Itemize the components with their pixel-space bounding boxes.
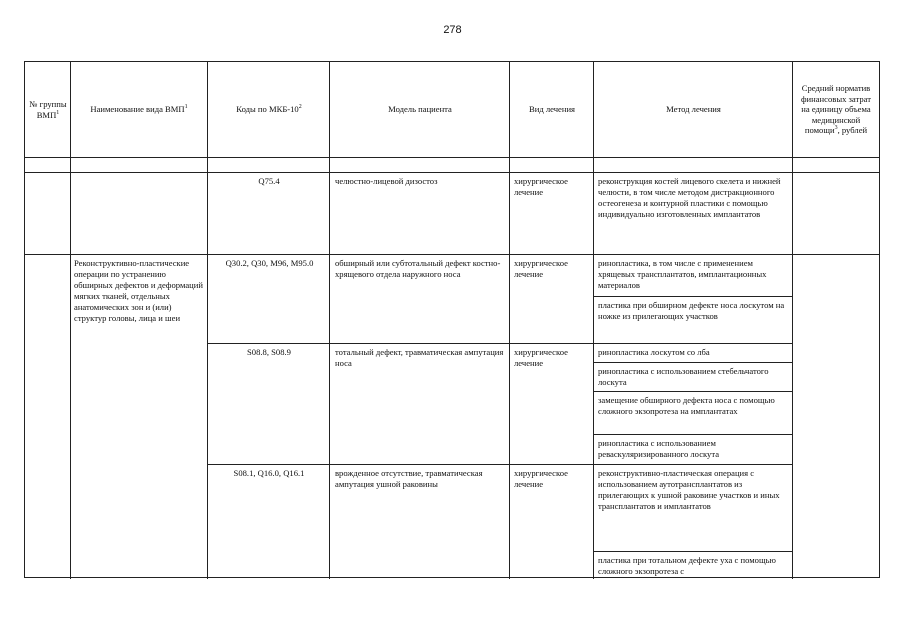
row4-method-2: пластика при тотальном дефекте уха с помощью сложного экзопротеза с bbox=[598, 555, 776, 576]
header-patient-model: Модель пациента bbox=[388, 104, 452, 114]
row-line bbox=[593, 296, 792, 297]
header-average-cost: Средний норматив финансовых затрат на единицу объема медицинской помощи$^3$, рублей bbox=[800, 83, 872, 136]
row3-method-3: замещение обширного дефекта носа с помощью сложного экзопротеза на имплантатах bbox=[598, 395, 775, 416]
row1-treatment-type: хирургическое лечение bbox=[514, 176, 568, 197]
row-line bbox=[593, 362, 792, 363]
row-line bbox=[25, 254, 879, 255]
row-line bbox=[593, 434, 792, 435]
row1-patient-model: челюстно-лицевой дизостоз bbox=[335, 176, 438, 186]
row4-treatment-type: хирургическое лечение bbox=[514, 468, 568, 489]
row-line bbox=[593, 391, 792, 392]
row-line bbox=[593, 551, 792, 552]
row3-patient-model: тотальный дефект, травматическая ампутация носа bbox=[335, 347, 504, 368]
col-divider bbox=[509, 62, 510, 579]
section-vmp-name: Реконструктивно-пластические операции по устранению обширных дефектов и деформаций мягких тканей, отдельных анатомических зон и (или) структур головы, лица и шеи bbox=[74, 258, 203, 323]
row-line bbox=[207, 464, 792, 465]
row1-codes: Q75.4 bbox=[258, 176, 280, 186]
col-divider bbox=[792, 62, 793, 579]
col-divider bbox=[70, 62, 71, 579]
row3-method-4: ринопластика с использованием реваскуляризированного лоскута bbox=[598, 438, 720, 459]
row3-method-2: ринопластика с использованием стебельчатого лоскута bbox=[598, 366, 769, 387]
header-vmp-name: Наименование вида ВМП$^1$ bbox=[90, 104, 188, 114]
row-line bbox=[207, 343, 792, 344]
row4-patient-model: врожденное отсутствие, травматическая ампутация ушной раковины bbox=[335, 468, 483, 489]
header-treatment-method: Метод лечения bbox=[666, 104, 721, 114]
header-mkb-codes: Коды по МКБ-$10^2$ bbox=[236, 104, 302, 114]
row3-codes: S08.8, S08.9 bbox=[247, 347, 291, 357]
page-number: 278 bbox=[443, 24, 462, 36]
col-divider bbox=[593, 62, 594, 579]
row2-treatment-type: хирургическое лечение bbox=[514, 258, 568, 279]
header-group-no: № группы ВМП$^1$ bbox=[29, 98, 67, 120]
col-divider bbox=[329, 62, 330, 579]
row2-codes: Q30.2, Q30, M96, M95.0 bbox=[225, 258, 314, 268]
row4-codes: S08.1, Q16.0, Q16.1 bbox=[233, 468, 305, 478]
row2-patient-model: обширный или субтотальный дефект костно-хрящевого отдела наружного носа bbox=[335, 258, 501, 279]
row4-method-1: реконструктивно-пластическая операция с использованием аутотрансплантатов из прилегающих к ушной раковине участков и иных трансплантатов и имплантатов bbox=[598, 468, 780, 511]
header-bottom-line bbox=[25, 157, 879, 158]
row2-method-2: пластика при обширном дефекте носа лоскутом на ножке из прилегающих участков bbox=[598, 300, 785, 321]
row2-method-1: ринопластика, в том числе с применением хрящевых трансплантатов, имплантационных материалов bbox=[598, 258, 767, 290]
row3-treatment-type: хирургическое лечение bbox=[514, 347, 568, 368]
header-treatment-type: Вид лечения bbox=[528, 104, 576, 114]
row3-method-1: ринопластика лоскутом со лба bbox=[598, 347, 710, 357]
row1-treatment-method: реконструкция костей лицевого скелета и нижней челюсти, в том числе методом дистракционного остеогенеза и контурной пластики с помощью индивидуально изготовленных имплантатов bbox=[598, 176, 781, 219]
number-row-line bbox=[25, 172, 879, 173]
col-divider bbox=[207, 62, 208, 579]
vmp-table bbox=[24, 61, 880, 578]
